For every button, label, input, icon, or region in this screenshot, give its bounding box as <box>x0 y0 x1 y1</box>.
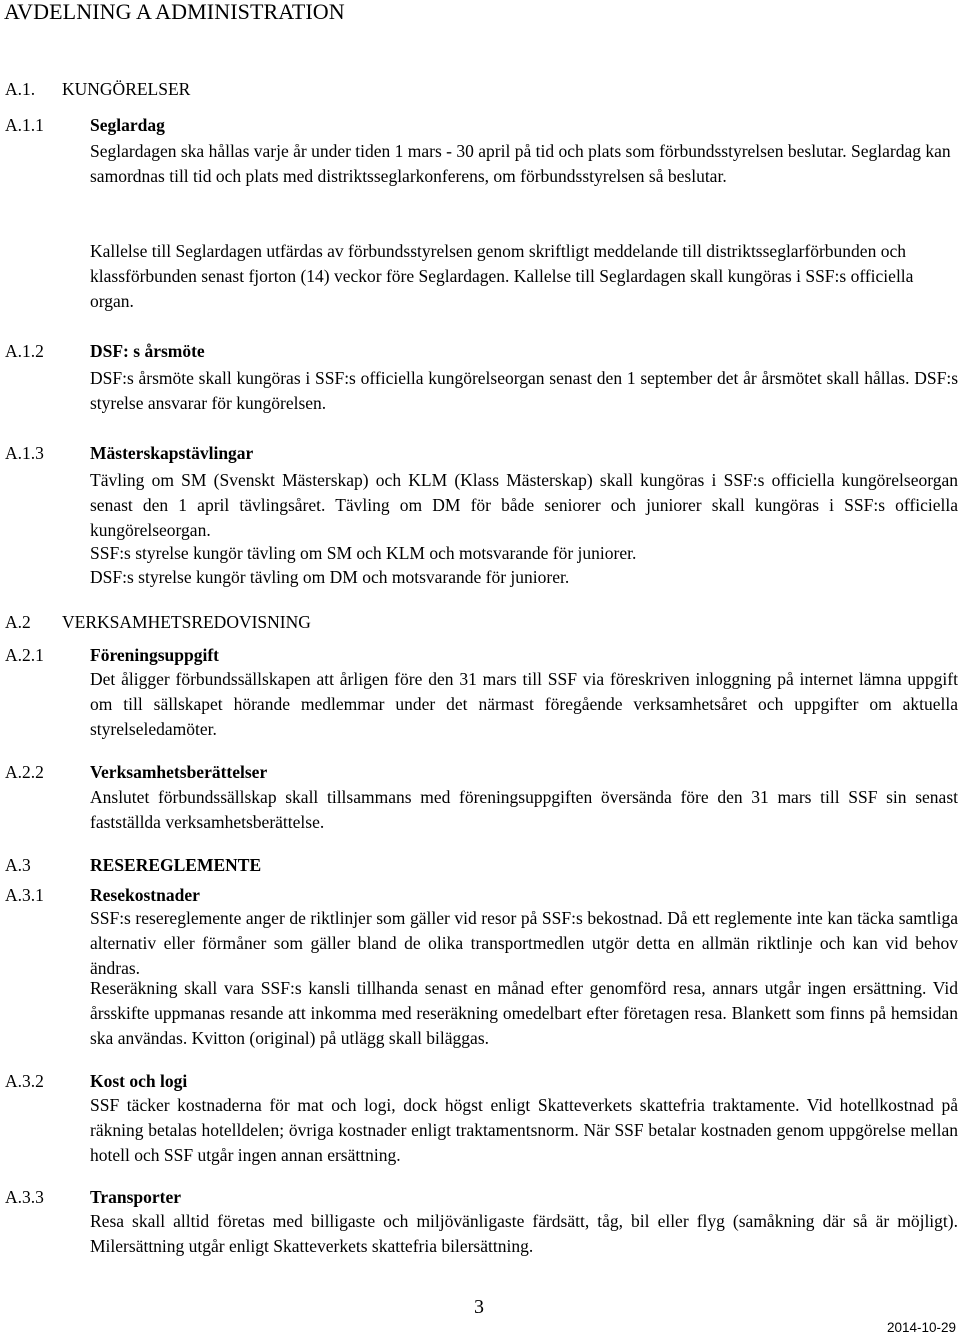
paragraph: Reseräkning skall vara SSF:s kansli tillhanda senast en månad efter genomförd resa, annars utgår ingen ersättning. Vid årsskifte uppmanas resande att inkomma med reseräkning omedelbart efter företagen resa. Blankett som finns på hemsidan ska användas. Kvitton (original) på utlägg skall biläggas. <box>90 978 958 1048</box>
subsection-number: A.2.1 <box>5 645 44 665</box>
paragraph: SSF täcker kostnaderna för mat och logi, dock högst enligt Skatteverkets skattefria traktamente. Vid hotellkostnad på räkning betalas hotelldelen; övriga kostnader enligt traktamentsnorm. När SSF betalar kostnaden genom uppgörelse mellan hotell och SSF utgår ingen annan ersättning. <box>90 1095 958 1165</box>
paragraph: Kallelse till Seglardagen utfärdas av förbundsstyrelsen genom skriftligt meddelande till distriktsseglarförbunden och klassförbunden senast fjorton (14) veckor före Seglardagen. Kallelse till Seglardagen skall kungöras i SSF:s officiella organ. <box>90 241 914 311</box>
subsection-number: A.2.2 <box>5 762 44 782</box>
paragraph: Anslutet förbundssällskap skall tillsammans med föreningsuppgiften översända före den 31 mars till SSF sin senast fastställda verksamhetsberättelse. <box>90 787 958 832</box>
section-number: A.1. <box>5 79 36 99</box>
subsection-heading: DSF: s årsmöte <box>90 341 205 361</box>
section-heading: RESEREGLEMENTE <box>90 855 262 875</box>
subsection-heading: Mästerskapstävlingar <box>90 443 254 463</box>
paragraph-line: SSF:s styrelse kungör tävling om SM och KLM och motsvarande för juniorer. <box>90 543 637 563</box>
subsection-number: A.3.3 <box>5 1187 44 1207</box>
subsection-heading: Resekostnader <box>90 885 200 905</box>
subsection-heading: Seglardag <box>90 115 165 135</box>
subsection-number: A.3.1 <box>5 885 44 905</box>
paragraph: Seglardagen ska hållas varje år under tiden 1 mars - 30 april på tid och plats som förbundsstyrelsen beslutar. Seglardag kan samordnas till tid och plats med distriktsseglarkonferens, om förbundsstyrelsen så beslutar. <box>90 141 951 186</box>
subsection-number: A.1.2 <box>5 341 44 361</box>
paragraph: Resa skall alltid företas med billigaste och miljövänligaste färdsätt, tåg, bil eller flyg (samåkning där så är möjligt). Milersättning utgår enligt Skatteverkets skattefria bilersättning. <box>90 1211 958 1256</box>
subsection-number: A.1.1 <box>5 115 44 135</box>
subsection-heading: Verksamhetsberättelser <box>90 762 268 782</box>
section-number: A.3 <box>5 855 31 875</box>
subsection-heading: Föreningsuppgift <box>90 645 220 665</box>
subsection-heading: Kost och logi <box>90 1071 188 1091</box>
paragraph: SSF:s resereglemente anger de riktlinjer som gäller vid resor på SSF:s bekostnad. Då ett reglemente inte kan täcka samtliga alternativ eller förmåner som gäller bland de olika transportmedlen utgör detta en allmän riktlinje och kan vid behov ändras. <box>90 908 958 978</box>
paragraph: DSF:s årsmöte skall kungöras i SSF:s officiella kungörelseorgan senast den 1 september det år årsmötet skall hållas. DSF:s styrelse ansvarar för kungörelsen. <box>90 368 958 413</box>
section-heading: VERKSAMHETSREDOVISNING <box>62 612 311 632</box>
paragraph: Det åligger förbundssällskapen att årligen före den 31 mars till SSF via föreskriven inloggning på internet lämna uppgift om till sällskapet hörande medlemmar under det närmast föregående verksamhetsåret och uppgifter om aktuella styrelseledamöter. <box>90 669 958 739</box>
paragraph-line: DSF:s styrelse kungör tävling om DM och motsvarande för juniorer. <box>90 567 570 587</box>
section-number: A.2 <box>5 612 31 632</box>
page-number: 3 <box>474 1296 484 1318</box>
subsection-number: A.3.2 <box>5 1071 44 1091</box>
subsection-number: A.1.3 <box>5 443 44 463</box>
section-heading: KUNGÖRELSER <box>62 79 191 99</box>
page-title: AVDELNING A ADMINISTRATION <box>4 0 345 24</box>
paragraph: Tävling om SM (Svenskt Mästerskap) och KLM (Klass Mästerskap) skall kungöras i SSF:s officiella kungörelseorgan senast den 1 april tävlingsåret. Tävling om DM för både seniorer och juniorer skall kungöras i SSF:s officiella kungörelseorgan. <box>90 470 958 540</box>
footer-date: 2014-10-29 <box>886 1320 956 1335</box>
subsection-heading: Transporter <box>90 1187 182 1207</box>
